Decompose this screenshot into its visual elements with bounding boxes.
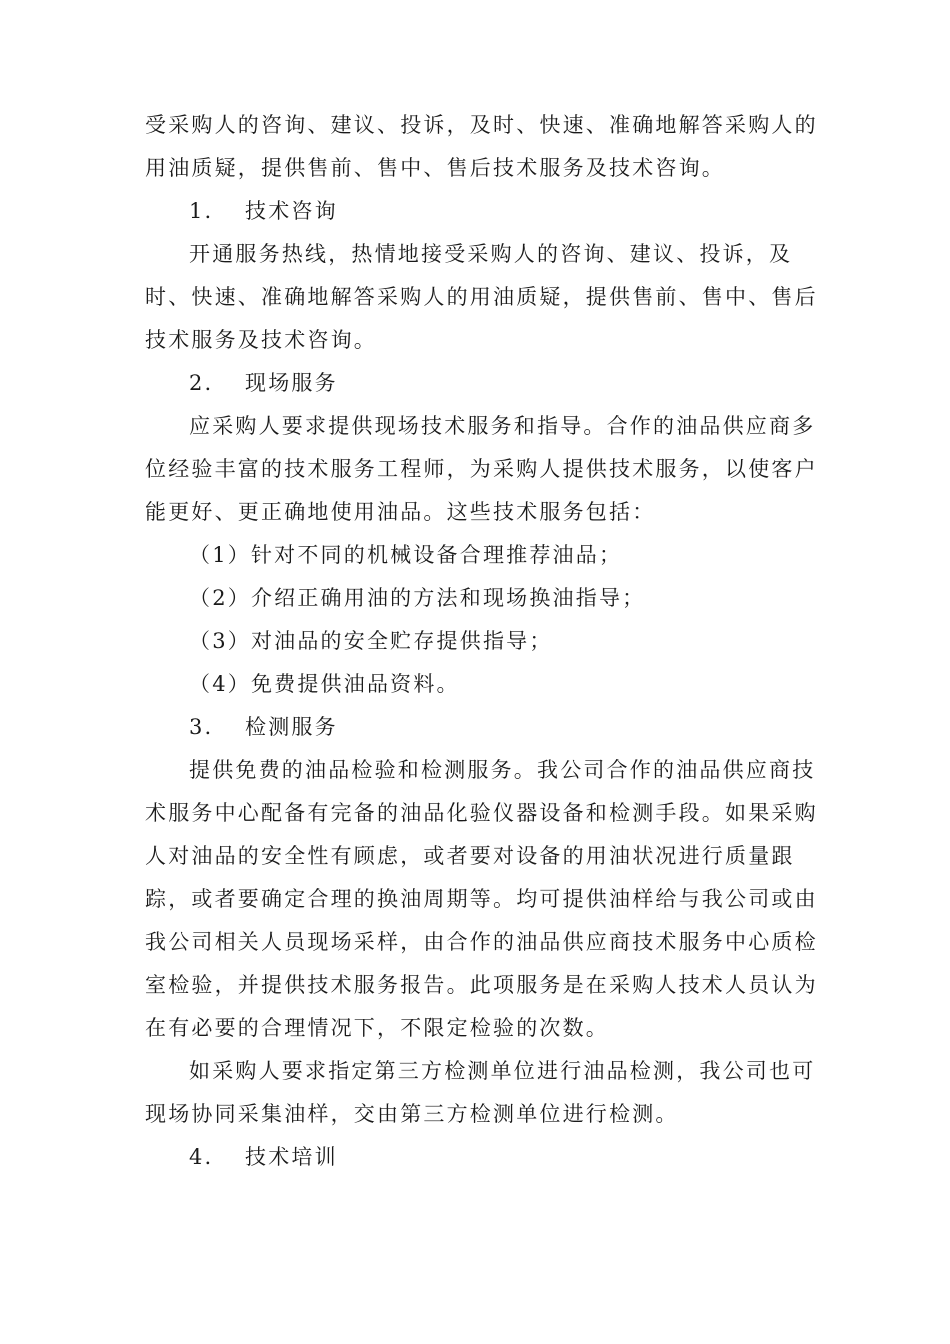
section-title: 现场服务 [245, 371, 338, 395]
section-title: 检测服务 [245, 715, 338, 739]
paragraph-line: 时、快速、准确地解答采购人的用油质疑，提供售前、售中、售后 [145, 285, 818, 309]
paragraph-line: 技术服务及技术咨询。 [145, 328, 377, 352]
section-number: 2. [189, 371, 214, 395]
paragraph-line: 现场协同采集油样，交由第三方检测单位进行检测。 [145, 1102, 679, 1126]
section-heading [145, 190, 805, 233]
section-number: 1. [189, 199, 214, 223]
section-title: 技术培训 [245, 1145, 338, 1169]
paragraph-line: 在有必要的合理情况下，不限定检验的次数。 [145, 1016, 609, 1040]
section-heading [145, 706, 805, 749]
paragraph-line: （4）免费提供油品资料。 [189, 672, 460, 696]
paragraph-line: 踪，或者要确定合理的换油周期等。均可提供油样给与我公司或由 [145, 887, 818, 911]
paragraph-line: 用油质疑，提供售前、售中、售后技术服务及技术咨询。 [145, 156, 725, 180]
paragraph-line: 室检验，并提供技术服务报告。此项服务是在采购人技术人员认为 [145, 973, 818, 997]
paragraph-line: 应采购人要求提供现场技术服务和指导。合作的油品供应商多 [189, 414, 816, 438]
paragraph-line: 受采购人的咨询、建议、投诉，及时、快速、准确地解答采购人的 [145, 113, 818, 137]
paragraph-line: （2）介绍正确用油的方法和现场换油指导； [189, 586, 646, 610]
paragraph-line: 提供免费的油品检验和检测服务。我公司合作的油品供应商技 [189, 758, 816, 782]
paragraph-line: 位经验丰富的技术服务工程师，为采购人提供技术服务，以使客户 [145, 457, 818, 481]
section-number: 3. [189, 715, 214, 739]
section-heading [145, 362, 805, 405]
paragraph-line: 开通服务热线，热情地接受采购人的咨询、建议、投诉，及 [189, 242, 793, 266]
section-title: 技术咨询 [245, 199, 338, 223]
paragraph-line: 如采购人要求指定第三方检测单位进行油品检测，我公司也可 [189, 1059, 816, 1083]
body-text [145, 104, 818, 1179]
paragraph-line: （3）对油品的安全贮存提供指导； [189, 629, 553, 653]
paragraph-line: 人对油品的安全性有顾虑，或者要对设备的用油状况进行质量跟 [145, 844, 795, 868]
section-heading [145, 1136, 805, 1179]
section-number: 4. [189, 1145, 214, 1169]
paragraph-line: 能更好、更正确地使用油品。这些技术服务包括： [145, 500, 656, 524]
paragraph-line: （1）针对不同的机械设备合理推荐油品； [189, 543, 623, 567]
paragraph-line: 我公司相关人员现场采样，由合作的油品供应商技术服务中心质检 [145, 930, 818, 954]
paragraph-line: 术服务中心配备有完备的油品化验仪器设备和检测手段。如果采购 [145, 801, 818, 825]
